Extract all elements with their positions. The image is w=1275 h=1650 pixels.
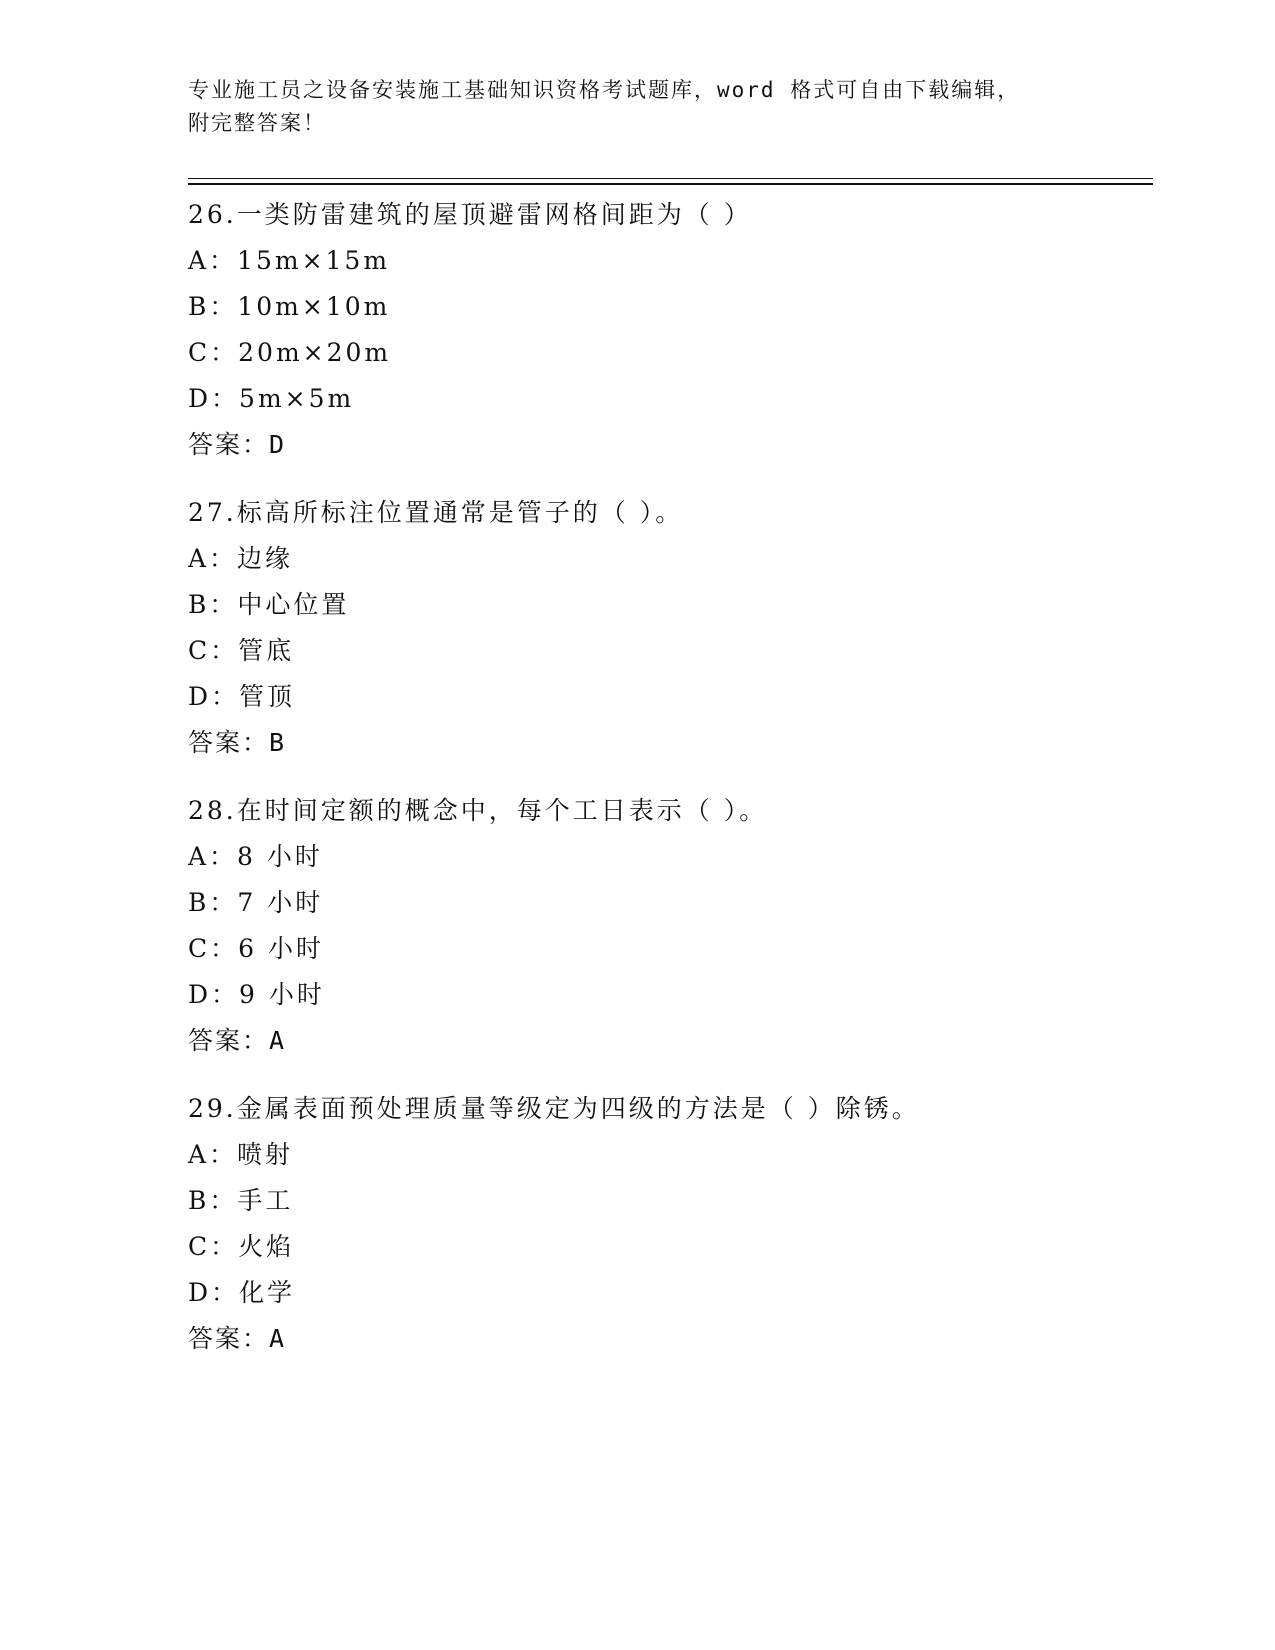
- option-c: C：20m×20m: [188, 338, 392, 367]
- document-header: [188, 74, 1088, 140]
- option-c: C：6 小时: [188, 934, 324, 963]
- question-stem: 26.一类防雷建筑的屋顶避雷网格间距为（ ）: [188, 200, 752, 229]
- option-d: D：5m×5m: [188, 384, 355, 413]
- option-a: A：8 小时: [188, 842, 323, 871]
- answer-label: 答案：B: [188, 728, 287, 757]
- option-d: D：9 小时: [188, 980, 325, 1009]
- option-a: A：15m×15m: [188, 246, 391, 275]
- option-b: B：中心位置: [188, 590, 350, 619]
- header-divider-thin: [188, 178, 1153, 179]
- option-c: C：管底: [188, 636, 295, 665]
- question-stem: 27.标高所标注位置通常是管子的（ ）。: [188, 498, 684, 527]
- header-line-2: 附完整答案！: [188, 111, 326, 135]
- option-b: B：手工: [188, 1186, 294, 1215]
- option-d: D：管顶: [188, 682, 296, 711]
- option-d: D：化学: [188, 1278, 296, 1307]
- question-29: [188, 1086, 1148, 1362]
- answer-label: 答案：D: [188, 430, 287, 459]
- option-b: B：7 小时: [188, 888, 324, 917]
- answer-label: 答案：A: [188, 1324, 287, 1353]
- question-26: [188, 192, 1148, 468]
- option-a: A：边缘: [188, 544, 294, 573]
- question-28: [188, 788, 1148, 1064]
- header-line-1: 专业施工员之设备安装施工基础知识资格考试题库，word 格式可自由下载编辑，: [188, 78, 1021, 102]
- option-c: C：火焰: [188, 1232, 295, 1261]
- option-b: B：10m×10m: [188, 292, 391, 321]
- question-27: [188, 490, 1148, 766]
- question-list: [188, 192, 1148, 1384]
- header-divider-thick: [188, 183, 1153, 185]
- option-a: A：喷射: [188, 1140, 294, 1169]
- question-stem: 28.在时间定额的概念中，每个工日表示（ ）。: [188, 796, 768, 825]
- answer-label: 答案：A: [188, 1026, 287, 1055]
- question-stem: 29.金属表面预处理质量等级定为四级的方法是（ ）除锈。: [188, 1094, 920, 1123]
